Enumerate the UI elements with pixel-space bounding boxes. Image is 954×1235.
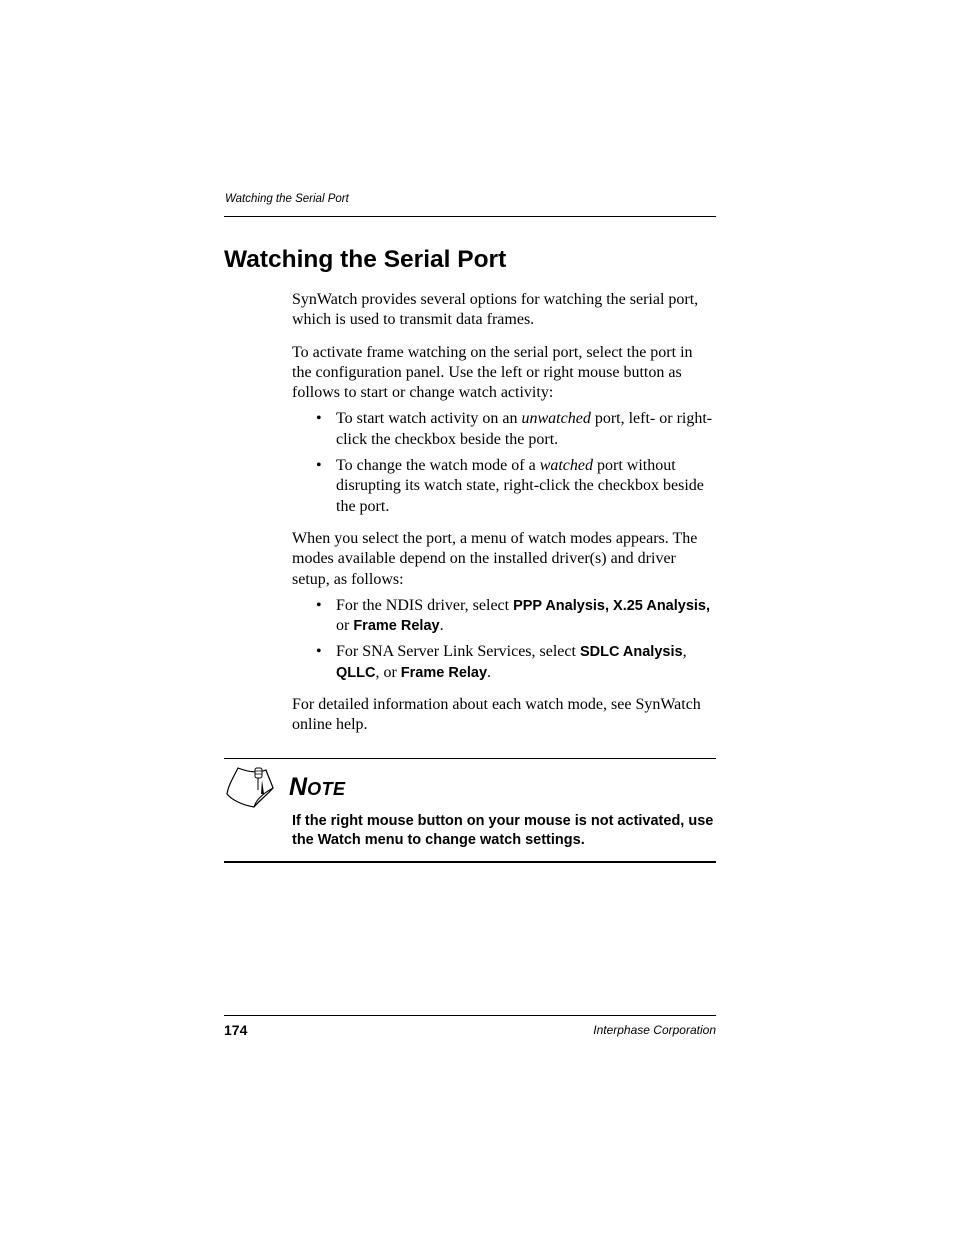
bullet-list-drivers: [292, 596, 716, 683]
paragraph-activate: To activate frame watching on the serial port, select the port in the configuration panel. Use the left or right mouse button as follows to start or change watch activity:: [292, 343, 693, 402]
note-text: If the right mouse button on your mouse is not activated, use the Watch menu to change watch settings.: [292, 813, 714, 848]
bullet-marker: •: [316, 457, 322, 475]
note-heading: NOTE: [289, 773, 346, 801]
footer-rule: [224, 1015, 716, 1016]
note-hand-icon: [224, 764, 276, 810]
list-item: • For the NDIS driver, select PPP Analysis, X.25 Analysis, or Frame Relay.: [316, 596, 711, 635]
note-bottom-rule: [224, 861, 716, 863]
bullet-marker: •: [316, 596, 322, 614]
bullet-list-watch-activity: [292, 409, 716, 516]
list-item: • To change the watch mode of a watched port without disrupting its watch state, right-click the checkbox beside the port.: [316, 457, 704, 515]
list-item: • For SNA Server Link Services, select SDLC Analysis, QLLC, or Frame Relay.: [316, 643, 687, 681]
page-title: Watching the Serial Port: [224, 246, 507, 273]
page-number: 174: [224, 1022, 248, 1038]
bullet-marker: •: [316, 643, 322, 661]
bullet-marker: •: [316, 410, 322, 428]
paragraph-watch-modes: When you select the port, a menu of watch modes appears. The modes available depend on the installed driver(s) and driver setup, as follows:: [292, 529, 698, 588]
paragraph-more-info: For detailed information about each watch mode, see SynWatch online help.: [292, 696, 701, 734]
paragraph-intro: SynWatch provides several options for watching the serial port, which is used to transmit data frames.: [292, 291, 699, 329]
company-name: Interphase Corporation: [593, 1023, 716, 1037]
note-top-rule: [224, 758, 716, 759]
header-rule: [224, 216, 716, 217]
body-text: [292, 290, 716, 748]
running-head: Watching the Serial Port: [225, 193, 349, 205]
list-item: • To start watch activity on an unwatched port, left- or right-click the checkbox beside the port.: [316, 410, 713, 448]
